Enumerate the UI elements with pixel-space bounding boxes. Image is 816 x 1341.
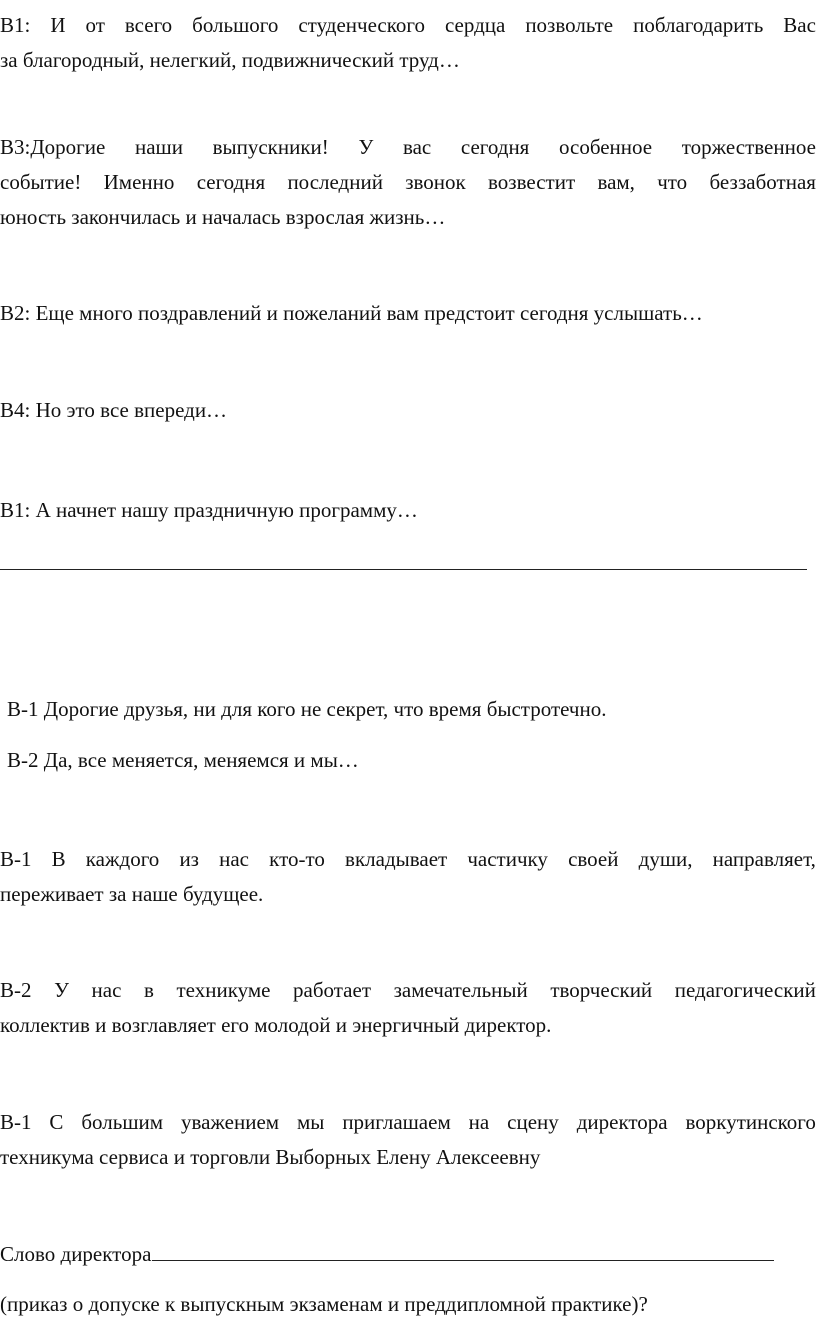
text-line [0,973,816,1008]
word: звонок [405,170,466,194]
word: мы [296,1110,325,1134]
paragraph-b2-greetings [0,296,816,331]
word: нас [91,978,122,1002]
director-note: (приказ о допуске к выпускным экзаменам и преддипломной практике)? [0,1292,648,1316]
word: сердца [444,13,506,37]
word: В-1 [0,847,32,871]
word: своей [568,847,619,871]
word: техникуме [176,978,271,1002]
paragraph-v2-staff [0,973,816,1043]
word: В1: [0,13,31,37]
word: в [144,978,154,1002]
word: беззаботная [709,170,816,194]
word: что [657,170,688,194]
word: от [85,13,105,37]
word: души, [638,847,693,871]
word: наши [134,135,183,159]
director-speech-line [0,1237,816,1272]
text-line: техникума сервиса и торговли Выборных Елену Алексеевну [0,1145,541,1169]
paragraph-b1-thanks [0,8,816,78]
word: большого [192,13,279,37]
word: приглашаем [342,1110,451,1134]
word: возвестит [488,170,576,194]
paragraph-b4-ahead [0,393,816,428]
text-line: коллектив и возглавляет его молодой и энергичный директор. [0,1013,552,1037]
word: воркутинского [685,1110,816,1134]
word: направляет, [712,847,816,871]
word: сегодня [460,135,530,159]
word: В3:Дорогие [0,135,106,159]
word: большим [81,1110,164,1134]
word: каждого [85,847,160,871]
text-line [0,8,816,43]
word: последний [287,170,383,194]
word: нас [219,847,250,871]
word: поблагодарить [633,13,764,37]
word: сцену [507,1110,559,1134]
text-line: юность закончилась и началась взрослая жизнь… [0,205,446,229]
word: творческий [550,978,653,1002]
word: работает [293,978,371,1002]
word: уважением [180,1110,280,1134]
director-speech-label: Слово директора [0,1242,152,1266]
text-line: за благородный, нелегкий, подвижнический труд… [0,48,460,72]
word: частичку [467,847,548,871]
word: педагогический [674,978,816,1002]
text-line [0,165,816,200]
paragraph-v1-invitation [0,1105,816,1175]
text-line: В-1 Дорогие друзья, ни для кого не секрет, что время быстротечно. [7,697,607,721]
word: позвольте [525,13,614,37]
separator-line [0,569,807,570]
word: вам, [597,170,635,194]
word: вкладывает [345,847,448,871]
word: В-1 [0,1110,32,1134]
word: директора [576,1110,668,1134]
paragraph-b3-graduates [0,130,816,235]
text-line: В2: Еще много поздравлений и пожеланий вам предстоит сегодня услышать… [0,301,703,325]
word: замечательный [393,978,528,1002]
word: У [54,978,69,1002]
word: И [50,13,66,37]
text-line [0,1105,816,1140]
word: выпускники! [212,135,329,159]
word: сегодня [196,170,266,194]
text-line [0,842,816,877]
word: У [358,135,374,159]
word: особенное [558,135,653,159]
text-line [0,130,816,165]
word: на [468,1110,490,1134]
text-line: В1: А начнет нашу праздничную программу… [0,498,418,522]
word: торжественное [681,135,816,159]
word: студенческого [298,13,425,37]
word: кто-то [269,847,325,871]
word: В-2 [0,978,32,1002]
paragraph-b1-program [0,493,816,528]
word: вас [402,135,432,159]
word: С [49,1110,64,1134]
text-line: В4: Но это все впереди… [0,398,228,422]
word: событие! [0,170,82,194]
word: Вас [783,13,816,37]
paragraph-v1-friends [7,692,816,727]
word: из [179,847,199,871]
paragraph-v1-soul [0,842,816,912]
director-speech-blank [152,1260,774,1261]
text-line: В-2 Да, все меняется, меняемся и мы… [7,748,359,772]
text-line: переживает за наше будущее. [0,882,264,906]
word: В [51,847,66,871]
word: всего [124,13,173,37]
word: Именно [103,170,175,194]
paragraph-v2-changes [7,743,816,778]
